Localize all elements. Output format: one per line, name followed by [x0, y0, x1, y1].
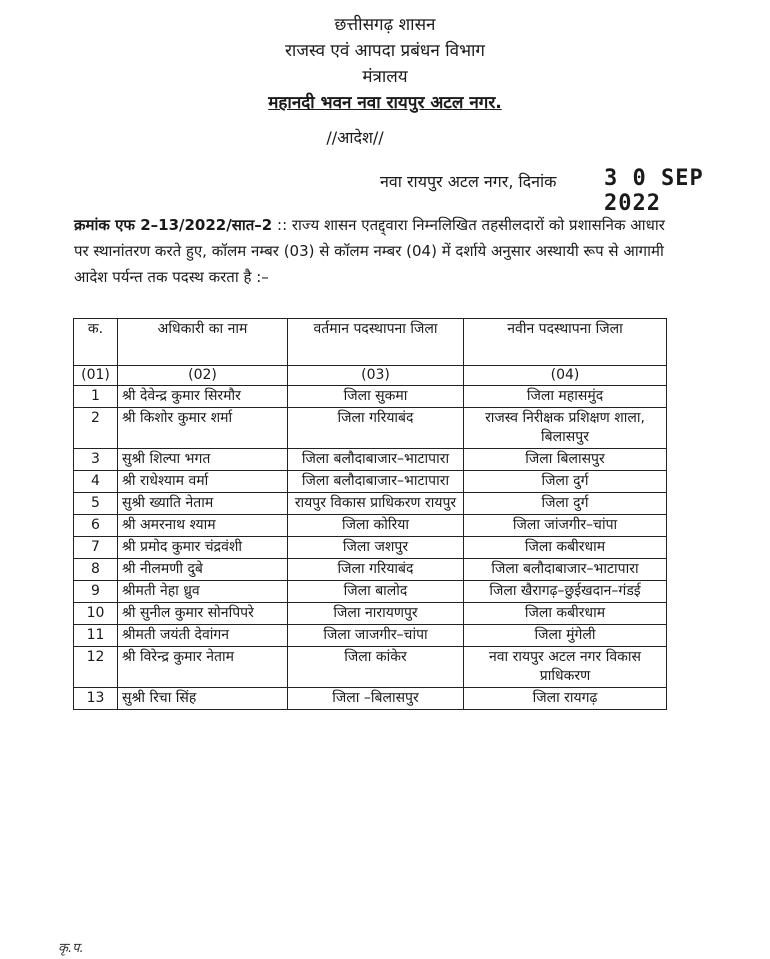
office-address: महानदी भवन नवा रायपुर अटल नगर.: [268, 93, 502, 113]
serial-number-cell: 13: [74, 688, 118, 710]
new-posting-cell: जिला बलौदाबाजार–भाटापारा: [464, 559, 667, 581]
ministry-label: मंत्रालय: [362, 67, 408, 87]
current-posting-cell: जिला गरियाबंद: [288, 408, 464, 449]
officer-name-cell: श्रीमती जयंती देवांगन: [118, 625, 288, 647]
header-officer-name: अधिकारी का नाम: [118, 319, 288, 366]
serial-number-cell: 4: [74, 471, 118, 493]
header-serial: क.: [74, 319, 118, 366]
department-name: राजस्व एवं आपदा प्रबंधन विभाग: [284, 41, 485, 61]
table-row: [74, 581, 667, 603]
officer-name-cell: श्री देवेन्द्र कुमार सिरमौर: [118, 386, 288, 408]
date-stamp: 3 0 SEP 2022: [604, 166, 704, 216]
serial-number-cell: 12: [74, 647, 118, 688]
serial-number-cell: 9: [74, 581, 118, 603]
new-posting-cell: जिला कबीरधाम: [464, 537, 667, 559]
serial-number-cell: 3: [74, 449, 118, 471]
new-posting-cell: जिला रायगढ़: [464, 688, 667, 710]
new-posting-cell: जिला दुर्ग: [464, 493, 667, 515]
officer-name-cell: सुश्री ख्याति नेताम: [118, 493, 288, 515]
table-row: [74, 537, 667, 559]
column-number: (01): [74, 366, 118, 386]
column-number: (04): [464, 366, 667, 386]
table-header-row: [74, 319, 667, 366]
new-posting-cell: जिला कबीरधाम: [464, 603, 667, 625]
table-row: [74, 625, 667, 647]
new-posting-cell: जिला बिलासपुर: [464, 449, 667, 471]
new-posting-cell: जिला जांजगीर–चांपा: [464, 515, 667, 537]
current-posting-cell: जिला नारायणपुर: [288, 603, 464, 625]
table-row: [74, 386, 667, 408]
reference-number: क्रमांक एफ 2–13/2022/सात–2: [74, 216, 273, 234]
new-posting-cell: जिला मुंगेली: [464, 625, 667, 647]
officer-name-cell: श्री प्रमोद कुमार चंद्रवंशी: [118, 537, 288, 559]
new-posting-cell: राजस्व निरीक्षक प्रशिक्षण शाला, बिलासपुर: [464, 408, 667, 449]
current-posting-cell: जिला बालोद: [288, 581, 464, 603]
table-row: [74, 559, 667, 581]
serial-number-cell: 7: [74, 537, 118, 559]
column-number: (03): [288, 366, 464, 386]
table-row: [74, 449, 667, 471]
serial-number-cell: 8: [74, 559, 118, 581]
new-posting-cell: जिला खैरागढ़–छुईखदान–गंडई: [464, 581, 667, 603]
column-number: (02): [118, 366, 288, 386]
table-row: [74, 515, 667, 537]
current-posting-cell: जिला सुकमा: [288, 386, 464, 408]
table-row: [74, 647, 667, 688]
officer-name-cell: सुश्री रिचा सिंह: [118, 688, 288, 710]
current-posting-cell: जिला –बिलासपुर: [288, 688, 464, 710]
table-row: [74, 471, 667, 493]
serial-number-cell: 5: [74, 493, 118, 515]
order-title: //आदेश//: [326, 128, 384, 147]
transfer-table: [73, 318, 667, 710]
current-posting-cell: जिला जाजगीर–चांपा: [288, 625, 464, 647]
new-posting-cell: नवा रायपुर अटल नगर विकास प्राधिकरण: [464, 647, 667, 688]
current-posting-cell: जिला बलौदाबाजार–भाटापारा: [288, 471, 464, 493]
new-posting-cell: जिला दुर्ग: [464, 471, 667, 493]
table-row: [74, 688, 667, 710]
current-posting-cell: जिला जशपुर: [288, 537, 464, 559]
header-new-posting: नवीन पदस्थापना जिला: [464, 319, 667, 366]
officer-name-cell: श्री अमरनाथ श्याम: [118, 515, 288, 537]
new-posting-cell: जिला महासमुंद: [464, 386, 667, 408]
serial-number-cell: 2: [74, 408, 118, 449]
serial-number-cell: 10: [74, 603, 118, 625]
officer-name-cell: श्री विरेन्द्र कुमार नेताम: [118, 647, 288, 688]
table-row: [74, 493, 667, 515]
government-name: छत्तीसगढ़ शासन: [334, 15, 436, 35]
officer-name-cell: श्री नीलमणी दुबे: [118, 559, 288, 581]
order-text: :: राज्य शासन एतद्द्वारा निम्नलिखित तहसीलदारों को प्रशासनिक आधार पर स्थानांतरण करते हुए, कॉलम नम्बर (03) से कॉलम नम्बर (04) में दर्शाये अनुसार अस्थायी रूप से आगामी आदेश पर्यन्त तक पदस्थ करता है :–: [74, 216, 665, 286]
serial-number-cell: 11: [74, 625, 118, 647]
current-posting-cell: जिला बलौदाबाजार–भाटापारा: [288, 449, 464, 471]
current-posting-cell: जिला कोरिया: [288, 515, 464, 537]
order-paragraph: [74, 212, 674, 290]
current-posting-cell: जिला गरियाबंद: [288, 559, 464, 581]
current-posting-cell: रायपुर विकास प्राधिकरण रायपुर: [288, 493, 464, 515]
officer-name-cell: श्रीमती नेहा ध्रुव: [118, 581, 288, 603]
officer-name-cell: श्री राधेश्याम वर्मा: [118, 471, 288, 493]
table-row: [74, 408, 667, 449]
header-current-posting: वर्तमान पदस्थापना जिला: [288, 319, 464, 366]
officer-name-cell: श्री सुनील कुमार सोनपिपरे: [118, 603, 288, 625]
date-place: नवा रायपुर अटल नगर, दिनांक: [380, 172, 557, 191]
column-number-row: [74, 366, 667, 386]
officer-name-cell: सुश्री शिल्पा भगत: [118, 449, 288, 471]
serial-number-cell: 1: [74, 386, 118, 408]
page-turn-mark: कृ.प.: [58, 941, 84, 956]
current-posting-cell: जिला कांकेर: [288, 647, 464, 688]
table-row: [74, 603, 667, 625]
serial-number-cell: 6: [74, 515, 118, 537]
officer-name-cell: श्री किशोर कुमार शर्मा: [118, 408, 288, 449]
